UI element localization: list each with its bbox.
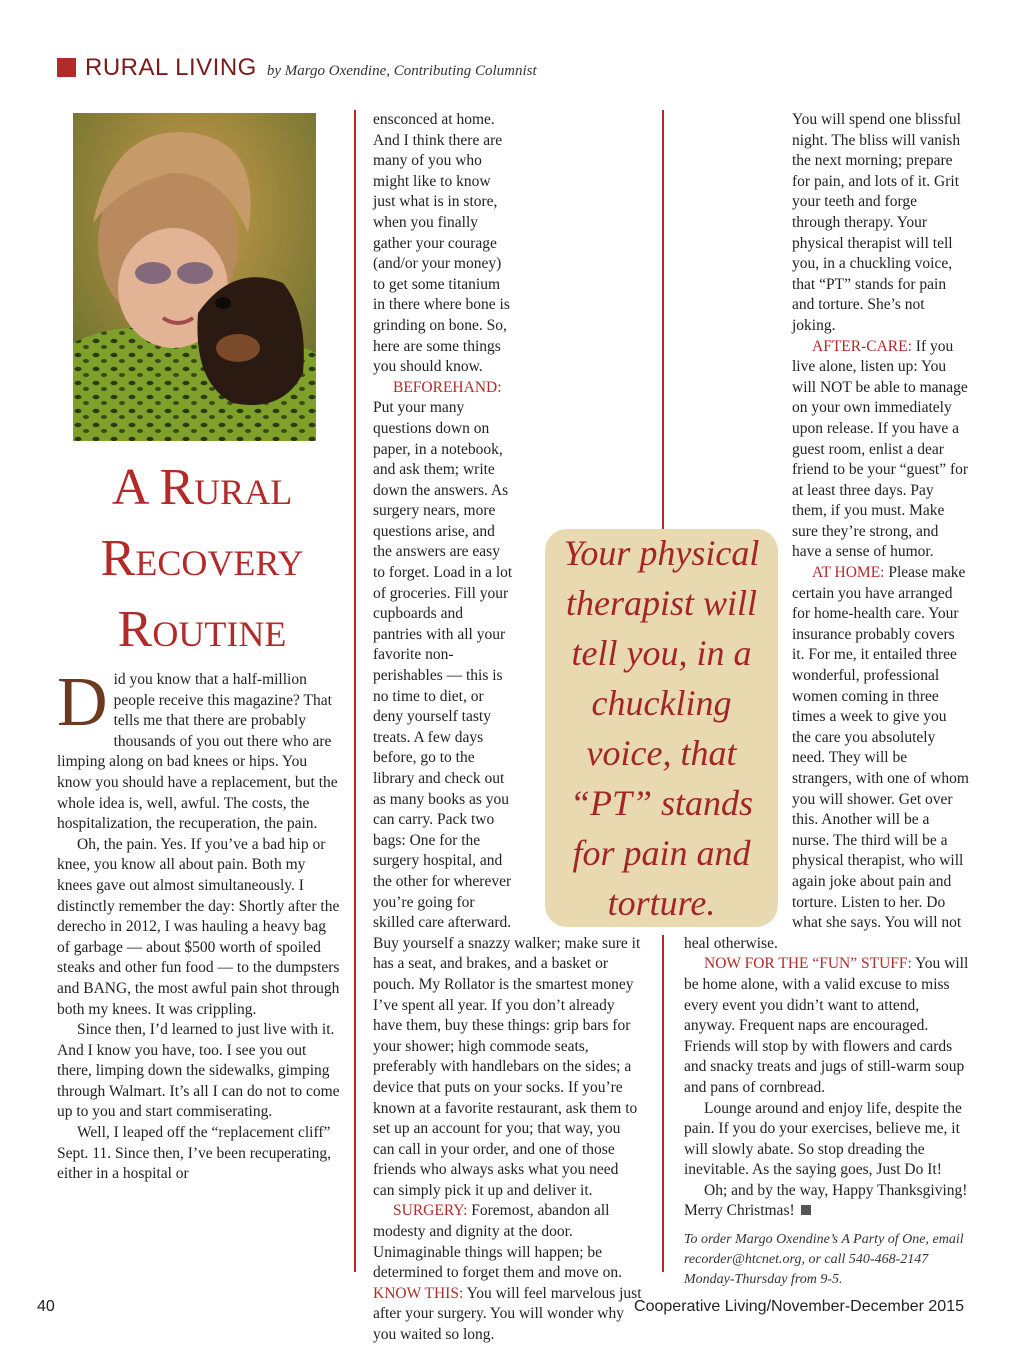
- title-line-1: A Rural: [111, 459, 293, 516]
- keyword: SURGERY:: [393, 1202, 468, 1220]
- paragraph: Since then, I’d learned to just live with it. And I know you have, too. I see you out there, limping down the sidewalks, gimping through Walmart. It’s all I can do not to come up to you and start commiserating.: [57, 1021, 340, 1121]
- author-with-dog-image: [73, 113, 316, 441]
- keyword: AT HOME:: [812, 564, 885, 582]
- keyword: KNOW THIS:: [373, 1284, 464, 1302]
- paragraph: Well, I leaped off the “replacement cliff” Sept. 11. Since then, I’ve been recuperating, either in a hospital or: [57, 1124, 332, 1183]
- section-label: RURAL LIVING: [85, 54, 257, 81]
- title-line-3: Routine: [117, 601, 287, 658]
- publication-footer: Cooperative Living/November-December 2015: [634, 1298, 964, 1315]
- pull-quote-box: [545, 529, 778, 927]
- paragraph: BEFOREHAND: Put your many questions down on paper, in a notebook, and ask them; write down the answers. As surgery nears, more questions arise, and the answers are easy to forget. Load in a lot of groceries. Fill your cupboards and pantries with all your favorite non-perishables — this is no time to diet, or deny yourself tasty treats. A few days before, go to the library and check out as many books as you can carry. Pack two bags: One for the surgery hospital, and the other for wherever you’re going for skilled care afterward. Buy yourself a snazzy walker; make sure it has a seat, and brakes, and a basket or pouch. My Rollator is the smartest money I’ve spent all year. If you don’t already have them, buy these things: grip bars for your shower; high commode seats, preferably with handlebars on the sides; a device that puts on your socks. If you’re known at a favorite restaurant, ask them to set up an account for you; that way, you can call in your order, and one of those friends who always asks what you need can simply pick it up and deliver it.: [373, 378, 641, 1199]
- order-info: To order Margo Oxendine’s A Party of One, email recorder@htcnet.org, or call 540-468-2147 Monday-Thursday from 9-5.: [684, 1232, 964, 1288]
- paragraph: Oh; and by the way, Happy Thanksgiving! Merry Christmas!: [684, 1181, 968, 1220]
- page-number: 40: [37, 1298, 55, 1315]
- paragraph: id you know that a half-million people receive this magazine? That tells me that there are probably thousands of you out there who are limping along on bad knees or hips. You know you should have a replacement, but the whole idea is, well, awful. The costs, the hospitalization, the recuperation, the pain.: [57, 671, 338, 833]
- paragraph: SURGERY: Foremost, abandon all modesty and dignity at the door. Unimaginable things will happen; be determined to forget them and move on. KNOW THIS: You will feel marvelous just after your surgery. You will wonder why you waited so long.: [373, 1202, 642, 1344]
- paragraph: AT HOME: Please make certain you have arranged for home-health care. Your insurance probably covers it. For me, it entailed three wonderful, professional women coming in three times a week to give you the care you absolutely need. They will be strangers, with one of whom you will shower. Get over this. Another will be a nurse. The third will be a physical therapist, who will again joke about pain and torture. Listen to her. Do what she says. You will not heal otherwise.: [684, 564, 969, 952]
- column-rule-2: [662, 110, 664, 530]
- end-mark-icon: [801, 1205, 811, 1215]
- paragraph: Lounge around and enjoy life, despite the pain. If you do your exercises, believe me, it will slowly abate. So stop dreading the inevitable. As the saying goes, Just Do It!: [684, 1099, 962, 1179]
- column-1: [57, 664, 340, 1185]
- author-photo: [73, 113, 316, 441]
- paragraph: NOW FOR THE “FUN” STUFF: You will be home alone, with a valid excuse to miss every event you didn’t want to attend, anyway. Frequent naps are encouraged. Friends will stop by with flowers and cards and snacky treats and jugs of still-warm soup and pans of cornbread.: [684, 955, 969, 1096]
- byline: by Margo Oxendine, Contributing Columnist: [266, 63, 537, 79]
- paragraph: Oh, the pain. Yes. If you’ve a bad hip or knee, you know all about pain. Both my knees gave out almost simultaneously. I distinctly remember the day: Shortly after the derecho in 2012, I was hauling a heavy bag of garbage — about $500 worth of spoiled steaks and other fun food — to the dumpsters and BANG, the most awful pain shot through both my knees. It was crippling.: [57, 835, 340, 1018]
- paragraph: AFTER-CARE: If you live alone, listen up: You will NOT be able to manage on your own immediately upon release. If you have a guest room, enlist a dear friend to be your “guest” for at least three days. Pay them, if you must. Make sure they’re strong, and have a sense of humor.: [792, 337, 969, 561]
- title-line-2: Recovery: [100, 530, 304, 587]
- pull-quote-text: Your physical therapist will tell you, in a chuckling voice, that “PT” stands for pain and torture.: [563, 533, 760, 923]
- column-rule-1: [354, 110, 356, 1272]
- keyword: AFTER-CARE:: [812, 337, 912, 355]
- drop-cap: D: [57, 664, 108, 741]
- column-rule-2b: [662, 935, 664, 1272]
- section-square-icon: [57, 58, 76, 77]
- keyword: NOW FOR THE “FUN” STUFF:: [704, 955, 912, 973]
- keyword: BEFOREHAND:: [393, 378, 502, 396]
- paragraph: ensconced at home. And I think there are many of you who might like to know just what is in store, when you finally gather your courage (and/or your money) to get some titanium in there where bone is grinding on bone. So, here are some things you should know.: [373, 111, 510, 376]
- article-title: [57, 452, 347, 665]
- section-header: [57, 54, 537, 84]
- paragraph: You will spend one blissful night. The bliss will vanish the next morning; prepare for pain, and lots of it. Grit your teeth and forge through therapy. Your physical therapist will tell you, in a chuckling voice, that “PT” stands for pain and torture. She’s not joking.: [792, 111, 961, 334]
